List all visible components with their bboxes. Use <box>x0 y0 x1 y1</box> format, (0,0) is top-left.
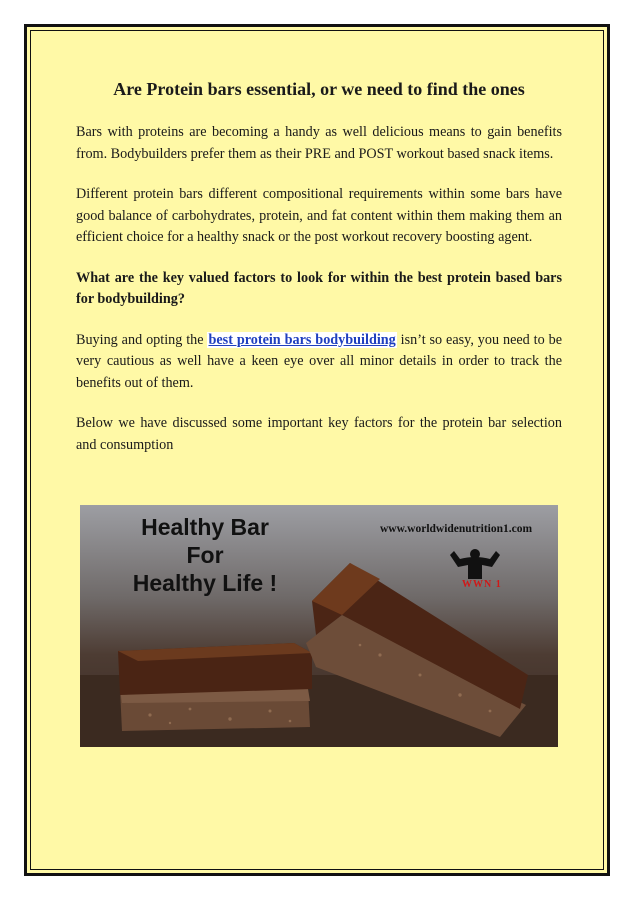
article-title: Are Protein bars essential, or we need to find the ones <box>113 79 525 99</box>
figure-title-line-1: Healthy Bar <box>141 514 269 540</box>
composition-paragraph: Different protein bars different compositional requirements within some bars have good balance of carbohydrates, protein, and fat content within them making them an efficient choice for a healthy snack or the post workout recovery boosting agent. <box>76 186 562 245</box>
figure-url: www.worldwidenutrition1.com <box>380 523 533 535</box>
buying-prefix: Buying and opting the <box>76 331 208 348</box>
closing-paragraph: Below we have discussed some important key factors for the protein bar selection and consumption <box>76 415 562 453</box>
protein-bar-image <box>80 505 558 747</box>
figure-title <box>120 513 290 597</box>
key-factors-heading: What are the key valued factors to look for within the best protein based bars for bodybuilding? <box>76 269 562 307</box>
article-body <box>76 78 562 475</box>
buying-paragraph <box>76 330 562 395</box>
figure-logo-text: WWN 1 <box>462 579 502 590</box>
buying-suffix: isn’t so easy, you need to be very cautious as well have a keen eye over all minor details in order to track the benefits out of them. <box>76 331 562 391</box>
protein-bars-link[interactable]: best protein bars bodybuilding <box>208 331 396 348</box>
figure-title-line-3: Healthy Life ! <box>132 570 278 596</box>
intro-paragraph: Bars with proteins are becoming a handy as well delicious means to gain benefits from. Bodybuilders prefer them as their PRE and POST workout based snack items. <box>76 124 562 162</box>
figure-title-line-2: For <box>186 542 224 568</box>
